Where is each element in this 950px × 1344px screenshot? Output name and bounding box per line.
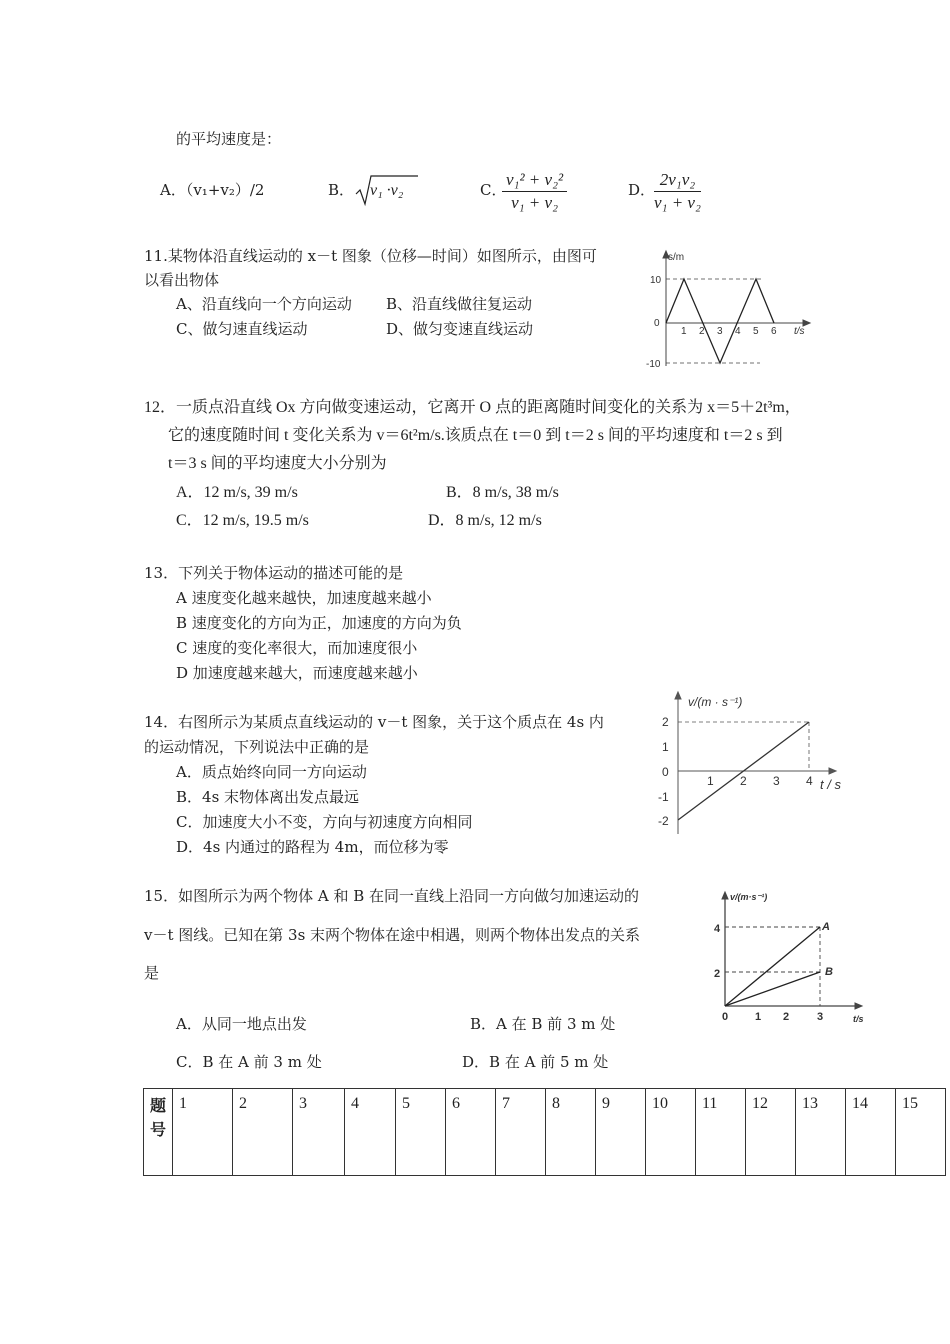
q10-option-d-frac [654, 170, 701, 213]
q15-xtick: 3 [817, 1011, 824, 1023]
q11-ytick-neg10: -10 [646, 359, 661, 370]
q12-stem-line2: 它的速度随时间 t 变化关系为 v＝6t²m/s.该质点在 t＝0 到 t＝2 s 间的平均速度和 t＝2 s 到 [168, 427, 783, 444]
q14-ylabel: v/(m · s⁻¹) [688, 695, 743, 709]
answer-cell-5[interactable]: 5 [396, 1089, 446, 1176]
q13-option-d: D 加速度越来越大，而速度越来越小 [176, 664, 418, 682]
q12-option-d: D．8 m/s, 12 m/s [428, 512, 542, 529]
q11-xtick: 6 [771, 326, 777, 337]
q15-stem-line2: v－t 图线。已知在第 3s 末两个物体在途中相遇，则两个物体出发点的关系 [144, 926, 641, 944]
answer-cell-4[interactable]: 4 [345, 1089, 396, 1176]
q10-option-b-expr [354, 172, 420, 212]
q11-xtick: 5 [753, 326, 759, 337]
q10-c-numerator: v₁² + v₂² [502, 170, 567, 192]
q11-option-d: D、做匀变速直线运动 [386, 320, 534, 338]
q15-stem-line3: 是 [144, 964, 160, 982]
q11-ytick-0: 0 [654, 318, 660, 329]
q15-option-d: D．B 在 A 前 5 m 处 [462, 1053, 609, 1071]
answer-cell-8[interactable]: 8 [546, 1089, 596, 1176]
q14-ytick: -2 [658, 814, 669, 828]
answer-table [143, 1088, 946, 1176]
q10-b-text: v₁ ·v₂ [370, 182, 404, 199]
q13-stem: 13．下列关于物体运动的描述可能的是 [144, 564, 404, 582]
q15-xlabel: t/s [853, 1014, 864, 1023]
answer-cell-2[interactable]: 2 [233, 1089, 293, 1176]
q11-stem-line1: 11.某物体沿直线运动的 x－t 图象（位移—时间）如图所示，由图可 [144, 247, 597, 265]
q10-c-denominator: v₁ + v₂ [511, 193, 558, 212]
q15-option-c: C．B 在 A 前 3 m 处 [176, 1053, 322, 1071]
q10-option-a: A．（v₁+v₂）/2 [160, 181, 265, 199]
q13-option-b: B 速度变化的方向为正，加速度的方向为负 [176, 614, 462, 632]
q11-xtick: 4 [735, 326, 741, 337]
answer-cell-9[interactable]: 9 [596, 1089, 646, 1176]
answer-cell-6[interactable]: 6 [446, 1089, 496, 1176]
q11-option-a: A、沿直线向一个方向运动 [176, 295, 352, 313]
q15-vt-graph [708, 888, 873, 1023]
q10-d-denominator: v₁ + v₂ [654, 193, 701, 212]
q10-option-b-label: B． [328, 181, 355, 199]
q10-option-c-label: C． [480, 181, 507, 199]
q15-option-b: B．A 在 B 前 3 m 处 [470, 1015, 616, 1033]
q12-option-b: B．8 m/s, 38 m/s [446, 484, 559, 501]
q14-option-a: A．质点始终向同一方向运动 [176, 763, 367, 781]
q11-stem-line2: 以看出物体 [144, 271, 220, 289]
q15-ytick: 2 [714, 968, 721, 980]
q14-option-c: C．加速度大小不变，方向与初速度方向相同 [176, 813, 473, 831]
q14-stem-line2: 的运动情况，下列说法中正确的是 [144, 738, 370, 756]
answer-cell-13[interactable]: 13 [796, 1089, 846, 1176]
answer-cell-1[interactable]: 1 [173, 1089, 233, 1176]
q14-ytick: 0 [662, 765, 669, 779]
q15-xtick: 2 [783, 1011, 790, 1023]
q14-xtick: 3 [773, 774, 780, 788]
q11-xlabel: t/s [794, 326, 805, 337]
q11-option-c: C、做匀速直线运动 [176, 320, 308, 338]
q10-d-numerator: 2v₁v₂ [654, 170, 701, 192]
q12-option-a: A．12 m/s, 39 m/s [176, 484, 298, 501]
q15-line-a-label: A [822, 921, 830, 933]
q13-option-a: A 速度变化越来越快，加速度越来越小 [176, 589, 432, 607]
answer-table-row [144, 1089, 946, 1176]
q13-option-c: C 速度的变化率很大，而加速度很小 [176, 639, 418, 657]
q15-line-b-label: B [825, 966, 833, 978]
q15-ylabel: v/(m·s⁻¹) [730, 892, 768, 902]
answer-cell-3[interactable]: 3 [293, 1089, 345, 1176]
q11-option-b: B、沿直线做往复运动 [386, 295, 533, 313]
q14-vt-graph [652, 688, 852, 838]
q10-tail: 的平均速度是： [176, 130, 282, 148]
answer-cell-11[interactable]: 11 [696, 1089, 746, 1176]
q14-xtick: 4 [806, 774, 813, 788]
q14-option-b: B．4s 末物体离出发点最远 [176, 788, 360, 806]
q11-xtick: 1 [681, 326, 687, 337]
q14-option-d: D．4s 内通过的路程为 4m，而位移为零 [176, 838, 449, 856]
q15-option-a: A．从同一地点出发 [176, 1015, 307, 1033]
q12-stem-line1: 12．一质点沿直线 Ox 方向做变速运动，它离开 O 点的距离随时间变化的关系为 x＝5＋2t³m， [144, 399, 801, 416]
q14-ytick: 2 [662, 715, 669, 729]
q15-xtick: 0 [722, 1011, 729, 1023]
q10-option-c-frac [502, 170, 567, 213]
q15-stem-line1: 15．如图所示为两个物体 A 和 B 在同一直线上沿同一方向做匀加速运动的 [144, 887, 640, 905]
q11-ytick-10: 10 [650, 275, 662, 286]
q15-xtick: 1 [755, 1011, 762, 1023]
q14-xlabel: t / s [820, 777, 841, 792]
q10-option-d-label: D． [628, 181, 656, 199]
q11-xtick: 3 [717, 326, 723, 337]
q14-ytick: 1 [662, 740, 669, 754]
q11-ylabel: s/m [668, 252, 685, 263]
q14-stem-line1: 14．右图所示为某质点直线运动的 v－t 图象，关于这个质点在 4s 内 [144, 713, 604, 731]
answer-table-header: 题号 [144, 1089, 173, 1176]
q11-xt-graph [640, 248, 815, 378]
answer-cell-14[interactable]: 14 [846, 1089, 896, 1176]
q15-ytick: 4 [714, 923, 721, 935]
q11-xtick: 2 [699, 326, 705, 337]
q14-xtick: 2 [740, 774, 747, 788]
q14-xtick: 1 [707, 774, 714, 788]
q12-option-c: C．12 m/s, 19.5 m/s [176, 512, 309, 529]
answer-cell-15[interactable]: 15 [896, 1089, 946, 1176]
answer-cell-10[interactable]: 10 [646, 1089, 696, 1176]
answer-cell-7[interactable]: 7 [496, 1089, 546, 1176]
q12-stem-line3: t＝3 s 间的平均速度大小分别为 [168, 455, 387, 472]
q14-ytick: -1 [658, 790, 669, 804]
answer-cell-12[interactable]: 12 [746, 1089, 796, 1176]
